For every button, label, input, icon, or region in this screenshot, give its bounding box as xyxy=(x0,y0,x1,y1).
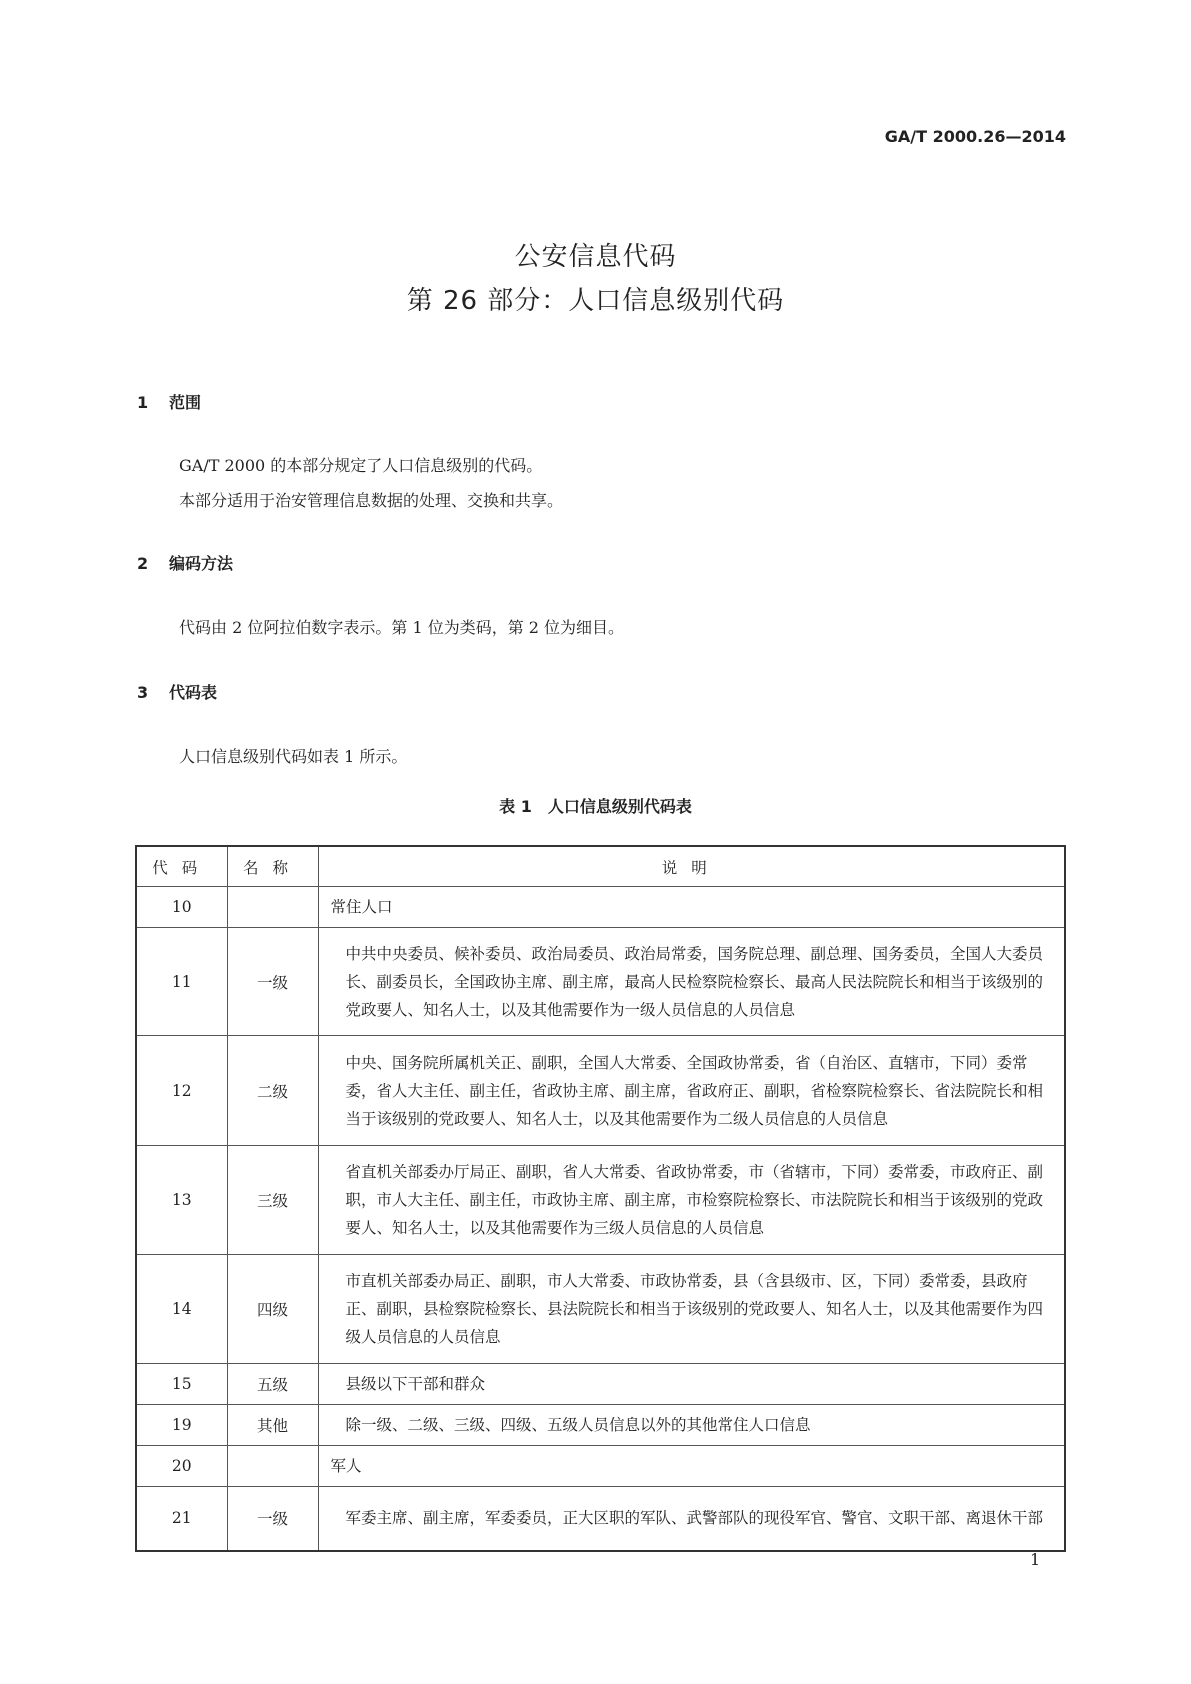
section-number: 3 xyxy=(137,683,149,702)
cell-name xyxy=(227,1446,318,1487)
cell-name: 三级 xyxy=(227,1146,318,1255)
paragraph: 本部分适用于治安管理信息数据的处理、交换和共享。 xyxy=(179,491,564,510)
table-caption: 表 1 人口信息级别代码表 xyxy=(499,797,692,816)
cell-code: 19 xyxy=(136,1405,227,1446)
cell-description: 除一级、二级、三级、四级、五级人员信息以外的其他常住人口信息 xyxy=(318,1405,1065,1446)
cell-name: 四级 xyxy=(227,1255,318,1364)
cell-code: 14 xyxy=(136,1255,227,1364)
table-row xyxy=(136,1255,1065,1364)
paragraph: 代码由 2 位阿拉伯数字表示。第 1 位为类码，第 2 位为细目。 xyxy=(179,618,625,637)
cell-description: 军人 xyxy=(318,1446,1065,1487)
table-row xyxy=(136,928,1065,1036)
table-row xyxy=(136,1405,1065,1446)
table-row xyxy=(136,1036,1065,1146)
cell-name: 二级 xyxy=(227,1036,318,1146)
document-subtitle: 第 26 部分：人口信息级别代码 xyxy=(406,286,785,316)
section-heading-code-table xyxy=(137,680,217,703)
section-number: 1 xyxy=(137,393,149,412)
section-title: 编码方法 xyxy=(169,554,234,573)
cell-name: 其他 xyxy=(227,1405,318,1446)
table-row xyxy=(136,1487,1065,1551)
header-code: 代码 xyxy=(136,846,227,887)
cell-code: 11 xyxy=(136,928,227,1036)
code-table xyxy=(135,845,1066,1552)
header-description: 说明 xyxy=(318,846,1065,887)
cell-code: 13 xyxy=(136,1146,227,1255)
section-number: 2 xyxy=(137,554,149,573)
cell-description: 市直机关部委办局正、副职，市人大常委、市政协常委，县（含县级市、区，下同）委常委，县政府正、副职，县检察院检察长、县法院院长和相当于该级别的党政要人、知名人士，以及其他需要作为四级人员信息的人员信息 xyxy=(318,1255,1065,1364)
table-row xyxy=(136,1364,1065,1405)
standard-number: GA/T 2000.26—2014 xyxy=(884,127,1066,146)
table-header-row xyxy=(136,846,1065,887)
page-number: 1 xyxy=(1030,1550,1041,1569)
section-heading-scope xyxy=(137,390,201,413)
cell-description: 中央、国务院所属机关正、副职，全国人大常委、全国政协常委，省（自治区、直辖市，下同）委常委，省人大主任、副主任，省政协主席、副主席，省政府正、副职，省检察院检察长、省法院院长和相当于该级别的党政要人、知名人士，以及其他需要作为二级人员信息的人员信息 xyxy=(318,1036,1065,1146)
table-row xyxy=(136,887,1065,928)
cell-name: 五级 xyxy=(227,1364,318,1405)
cell-description: 省直机关部委办厅局正、副职，省人大常委、省政协常委，市（省辖市，下同）委常委，市政府正、副职，市人大主任、副主任，市政协主席、副主席，市检察院检察长、市法院院长和相当于该级别的党政要人、知名人士，以及其他需要作为三级人员信息的人员信息 xyxy=(318,1146,1065,1255)
table-row xyxy=(136,1446,1065,1487)
cell-description: 县级以下干部和群众 xyxy=(318,1364,1065,1405)
section-title: 范围 xyxy=(169,393,202,412)
header-name: 名称 xyxy=(227,846,318,887)
table-row xyxy=(136,1146,1065,1255)
paragraph: GA/T 2000 的本部分规定了人口信息级别的代码。 xyxy=(179,456,543,475)
document-title: 公安信息代码 xyxy=(514,242,677,272)
section-title: 代码表 xyxy=(169,683,218,702)
cell-description: 军委主席、副主席，军委委员，正大区职的军队、武警部队的现役军官、警官、文职干部、离退休干部 xyxy=(318,1487,1065,1551)
cell-code: 10 xyxy=(136,887,227,928)
cell-code: 20 xyxy=(136,1446,227,1487)
cell-code: 15 xyxy=(136,1364,227,1405)
section-heading-coding xyxy=(137,551,233,574)
paragraph: 人口信息级别代码如表 1 所示。 xyxy=(179,747,408,766)
cell-code: 12 xyxy=(136,1036,227,1146)
cell-description: 常住人口 xyxy=(318,887,1065,928)
cell-code: 21 xyxy=(136,1487,227,1551)
cell-description: 中共中央委员、候补委员、政治局委员、政治局常委，国务院总理、副总理、国务委员，全国人大委员长、副委员长，全国政协主席、副主席，最高人民检察院检察长、最高人民法院院长和相当于该级别的党政要人、知名人士，以及其他需要作为一级人员信息的人员信息 xyxy=(318,928,1065,1036)
cell-name: 一级 xyxy=(227,928,318,1036)
cell-name: 一级 xyxy=(227,1487,318,1551)
cell-name xyxy=(227,887,318,928)
